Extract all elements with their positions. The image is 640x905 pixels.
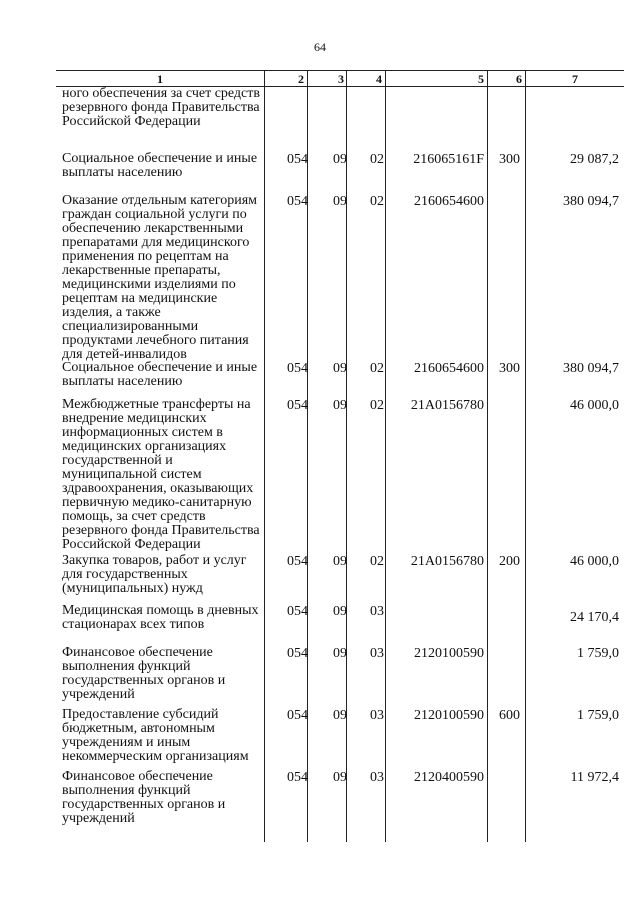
row-name: Социальное обеспечение и иные выплаты населению bbox=[62, 360, 258, 389]
row-target-article: 2120400590 bbox=[414, 770, 484, 785]
row-ministry-code: 054 bbox=[287, 554, 308, 569]
header-col-5: 5 bbox=[478, 72, 484, 86]
row-amount: 46 000,0 bbox=[570, 398, 619, 413]
row-subsection: 02 bbox=[370, 361, 384, 376]
row-name: Предоставление субсидий бюджетным, автономным учреждениям и иным некоммерческим организациям bbox=[62, 707, 249, 764]
row-section: 09 bbox=[333, 398, 347, 413]
column-divider bbox=[525, 70, 526, 842]
row-name: Финансовое обеспечение выполнения функций государственных органов и учреждений bbox=[62, 645, 226, 702]
row-name: Межбюджетные трансферты на внедрение медицинских информационных систем в медицинских организациях государственной и муниципальной систем здравоохранения, оказывающих первичную медико-санитарную помощь, за счет средств резервного фонда Правительства Российской Федерации bbox=[62, 397, 260, 552]
row-expense-type: 300 bbox=[499, 361, 520, 376]
row-ministry-code: 054 bbox=[287, 646, 308, 661]
row-target-article: 21А0156780 bbox=[410, 554, 484, 569]
row-section: 09 bbox=[333, 361, 347, 376]
row-name: Закупка товаров, работ и услуг для государственных (муниципальных) нужд bbox=[62, 553, 247, 596]
row-subsection: 02 bbox=[370, 152, 384, 167]
row-amount: 29 087,2 bbox=[570, 152, 619, 167]
row-amount: 380 094,7 bbox=[563, 361, 619, 376]
row-section: 09 bbox=[333, 194, 347, 209]
header-col-7: 7 bbox=[572, 72, 578, 86]
column-divider bbox=[264, 70, 265, 842]
row-name: ного обеспечения за счет средств резервного фонда Правительства Российской Федерации bbox=[62, 86, 260, 129]
row-subsection: 03 bbox=[370, 646, 384, 661]
row-subsection: 03 bbox=[370, 770, 384, 785]
row-amount: 380 094,7 bbox=[563, 194, 619, 209]
table-header bbox=[56, 70, 624, 87]
row-amount: 1 759,0 bbox=[577, 708, 619, 723]
row-section: 09 bbox=[333, 770, 347, 785]
row-ministry-code: 054 bbox=[287, 708, 308, 723]
row-name: Оказание отдельным категориям граждан социальной услуги по обеспечению лекарственными препаратами для медицинского применения по рецептам на лекарственные препараты, медицинскими изделиями по рецептам на медицинские изделия, а также специализированными продуктами лечебного питания для детей-инвалидов bbox=[62, 193, 258, 362]
row-amount: 1 759,0 bbox=[577, 646, 619, 661]
row-amount: 46 000,0 bbox=[570, 554, 619, 569]
page-number: 64 bbox=[314, 40, 326, 54]
row-ministry-code: 054 bbox=[287, 770, 308, 785]
row-ministry-code: 054 bbox=[287, 398, 308, 413]
row-name: Финансовое обеспечение выполнения функций государственных органов и учреждений bbox=[62, 769, 226, 826]
row-target-article: 2120100590 bbox=[414, 646, 484, 661]
row-ministry-code: 054 bbox=[287, 152, 308, 167]
row-expense-type: 600 bbox=[499, 708, 520, 723]
row-subsection: 02 bbox=[370, 194, 384, 209]
row-subsection: 03 bbox=[370, 604, 384, 619]
row-section: 09 bbox=[333, 604, 347, 619]
header-col-2: 2 bbox=[298, 72, 304, 86]
header-col-6: 6 bbox=[516, 72, 522, 86]
row-subsection: 02 bbox=[370, 554, 384, 569]
row-amount: 24 170,4 bbox=[570, 610, 619, 625]
row-expense-type: 200 bbox=[499, 554, 520, 569]
row-target-article: 2120100590 bbox=[414, 708, 484, 723]
row-ministry-code: 054 bbox=[287, 361, 308, 376]
header-col-3: 3 bbox=[338, 72, 344, 86]
column-divider bbox=[487, 70, 488, 842]
column-divider bbox=[307, 70, 308, 842]
header-col-4: 4 bbox=[376, 72, 382, 86]
row-section: 09 bbox=[333, 646, 347, 661]
budget-table bbox=[56, 70, 624, 842]
row-amount: 11 972,4 bbox=[570, 770, 619, 785]
header-col-1: 1 bbox=[157, 72, 163, 86]
row-name: Социальное обеспечение и иные выплаты населению bbox=[62, 151, 258, 180]
row-subsection: 02 bbox=[370, 398, 384, 413]
row-subsection: 03 bbox=[370, 708, 384, 723]
row-target-article: 2160654600 bbox=[414, 361, 484, 376]
row-ministry-code: 054 bbox=[287, 194, 308, 209]
row-name: Медицинская помощь в дневных стационарах всех типов bbox=[62, 603, 259, 632]
row-section: 09 bbox=[333, 554, 347, 569]
column-divider bbox=[346, 70, 347, 842]
row-section: 09 bbox=[333, 152, 347, 167]
row-expense-type: 300 bbox=[499, 152, 520, 167]
column-divider bbox=[385, 70, 386, 842]
row-ministry-code: 054 bbox=[287, 604, 308, 619]
row-target-article: 216065161F bbox=[413, 152, 484, 167]
row-section: 09 bbox=[333, 708, 347, 723]
row-target-article: 2160654600 bbox=[414, 194, 484, 209]
row-target-article: 21А0156780 bbox=[410, 398, 484, 413]
